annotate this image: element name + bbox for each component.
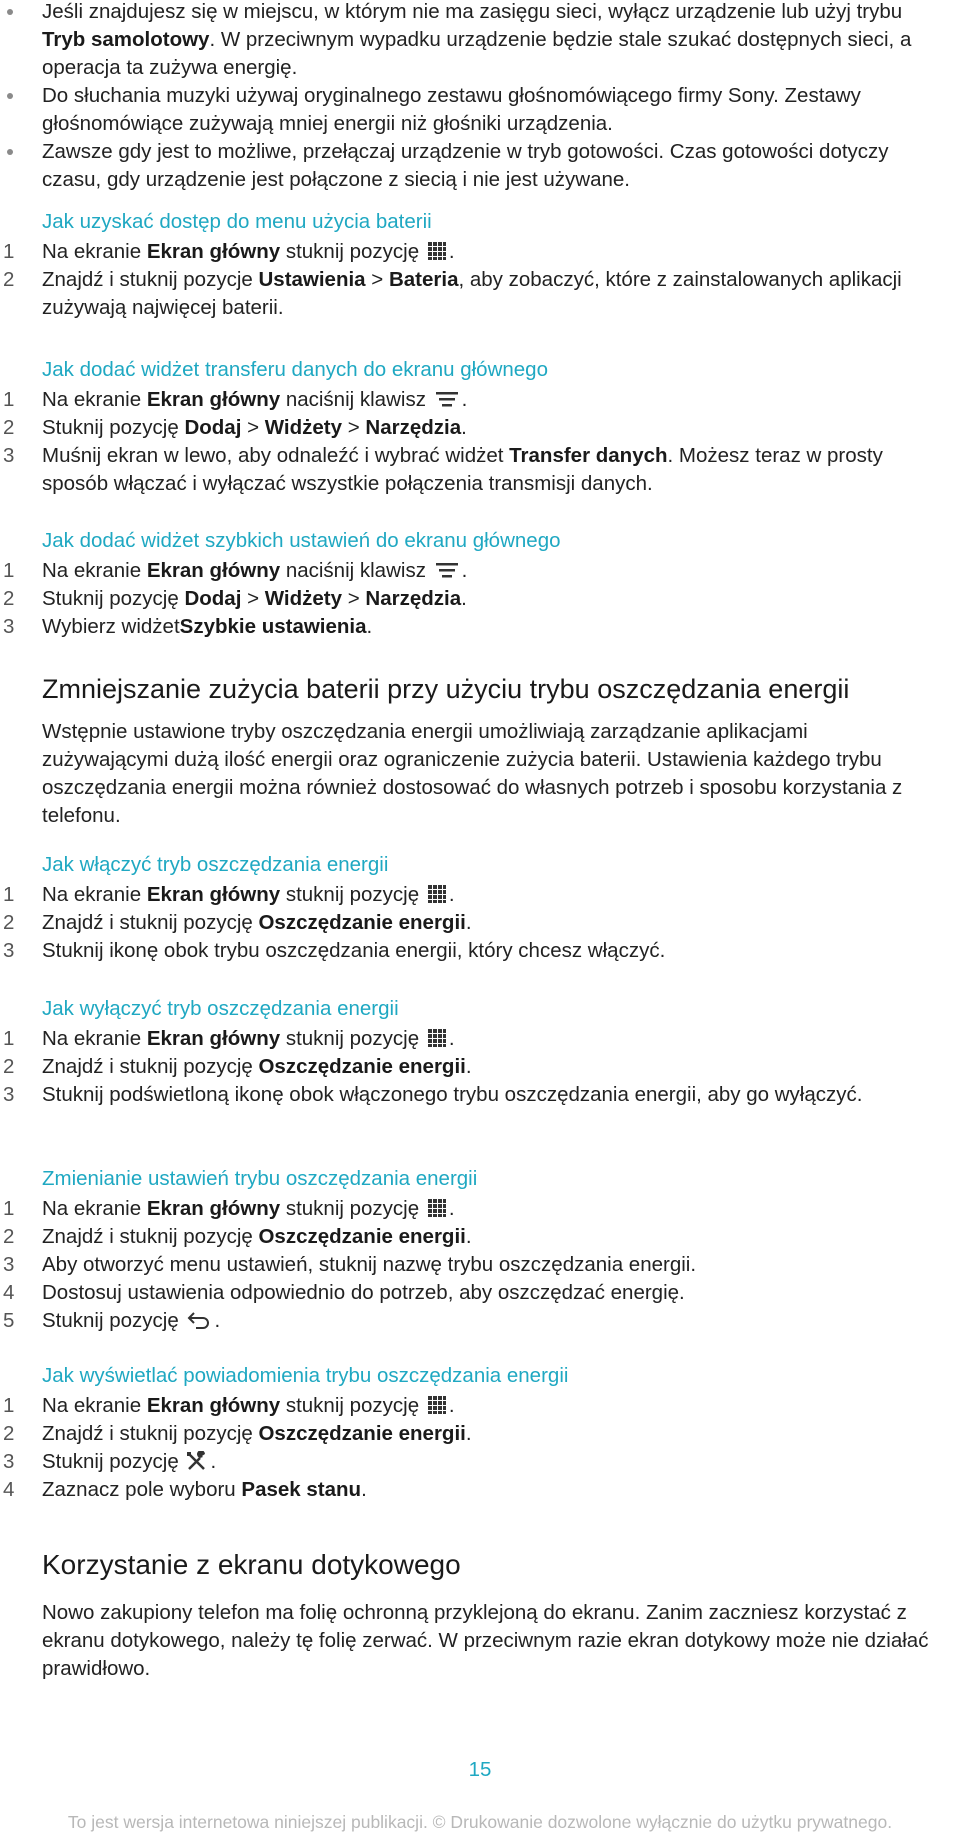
step-text: Wybierz widżet [42, 615, 180, 638]
step-item [0, 1307, 940, 1335]
subheading: Jak dodać widżet transferu danych do ekranu głównego [42, 358, 548, 381]
step-bold: Oszczędzanie energii [258, 911, 466, 934]
step-number: 2 [3, 1225, 15, 1248]
step-text: Stuknij pozycję [42, 416, 185, 439]
step-bold: Narzędzia [365, 416, 462, 439]
apps-grid-icon [427, 1028, 447, 1048]
subheading: Jak wyłączyć tryb oszczędzania energii [42, 997, 399, 1020]
back-icon [186, 1310, 212, 1330]
step-text: > [241, 587, 265, 610]
step-text: Stuknij pozycję [42, 1450, 185, 1473]
step-bold: Narzędzia [365, 587, 462, 610]
step-number: 3 [3, 444, 15, 467]
apps-grid-icon [427, 1395, 447, 1415]
step-item [0, 442, 940, 498]
step-text: . [465, 911, 472, 934]
step-bold: Dodaj [184, 416, 242, 439]
step-bold: Widżety [264, 416, 343, 439]
step-number: 2 [3, 911, 15, 934]
step-text: . [461, 388, 468, 411]
subheading: Jak włączyć tryb oszczędzania energii [42, 853, 389, 876]
step-text: Na ekranie [42, 1197, 147, 1220]
bullet-text: Zawsze gdy jest to możliwe, przełączaj urządzenie w tryb gotowości. Czas gotowości dotyczy czasu, gdy urządzenie jest połączone z siecią i nie jest używane. [42, 140, 889, 191]
step-bold: Pasek stanu [241, 1478, 362, 1501]
step-text: . [461, 559, 468, 582]
power-saving-paragraph: Wstępnie ustawione tryby oszczędzania energii umożliwiają zarządzanie aplikacjami zużywającymi dużą ilość energii oraz ograniczenie zużycia baterii. Ustawienia każdego trybu oszczędzania energii można również dostosować do własnych potrzeb i sposobu korzystania z telefonu. [42, 720, 903, 827]
step-text: Znajdź i stuknij pozycje [42, 268, 259, 291]
step-text: . [465, 1422, 472, 1445]
step-number: 3 [3, 615, 15, 638]
bullet-text: . W przeciwnym wypadku urządzenie będzie stale szukać dostępnych sieci, a operacja ta zużywa energię. [42, 28, 912, 79]
step-text: Na ekranie [42, 559, 147, 582]
step-text: Muśnij ekran w lewo, aby odnaleźć i wybrać widżet [42, 444, 510, 467]
step-text: Na ekranie [42, 1394, 147, 1417]
menu-icon [434, 389, 460, 409]
step-bold: Oszczędzanie energii [258, 1225, 466, 1248]
step-bold: Transfer danych [509, 444, 668, 467]
step-bold: Szybkie ustawienia [179, 615, 367, 638]
step-text: . [361, 1478, 367, 1501]
step-number: 1 [3, 883, 15, 906]
step-item [0, 1392, 940, 1420]
step-text: stuknij pozycję [280, 240, 425, 263]
tips-bullet-list [0, 0, 940, 194]
step-number: 1 [3, 559, 15, 582]
step-item [0, 1251, 940, 1279]
step-item [0, 1223, 940, 1251]
step-text: . [465, 1055, 472, 1078]
subheading: Jak dodać widżet szybkich ustawień do ekranu głównego [42, 529, 561, 552]
step-item [0, 1081, 940, 1109]
step-bold: Oszczędzanie energii [258, 1055, 466, 1078]
step-text: , aby zobaczyć, które z zainstalowanych aplikacji zużywają najwięcej baterii. [42, 268, 902, 319]
step-number: 2 [3, 587, 15, 610]
step-item [0, 1195, 940, 1223]
step-item [0, 414, 940, 442]
step-text: . [448, 1027, 455, 1050]
section-heading-touchscreen: Korzystanie z ekranu dotykowego [42, 1549, 461, 1580]
step-text: . [461, 416, 467, 439]
step-text: Aby otworzyć menu ustawień, stuknij nazwę trybu oszczędzania energii. [42, 1253, 697, 1276]
apps-grid-icon [427, 1198, 447, 1218]
step-text: Dostosuj ustawienia odpowiednio do potrzeb, aby oszczędzać energię. [42, 1281, 685, 1304]
step-text: . Możesz teraz w prosty sposób włączać i wyłączać wszystkie połączenia transmisji danych. [42, 444, 883, 495]
step-number: 4 [3, 1281, 15, 1304]
step-text: > [241, 416, 265, 439]
step-item [0, 266, 940, 322]
bullet-bold: Tryb samolotowy [42, 28, 210, 51]
step-text: Na ekranie [42, 388, 147, 411]
bullet-text: Jeśli znajdujesz się w miejscu, w którym nie ma zasięgu sieci, wyłącz urządzenie lub użyj trybu [42, 0, 903, 23]
step-bold: Bateria [388, 268, 459, 291]
step-text: stuknij pozycję [280, 1197, 425, 1220]
section-enable-mode [0, 851, 940, 965]
step-item [0, 881, 940, 909]
apps-grid-icon [427, 884, 447, 904]
step-number: 1 [3, 1394, 15, 1417]
step-text: naciśnij klawisz [280, 559, 432, 582]
step-bold: Oszczędzanie energii [258, 1422, 466, 1445]
step-text: Zaznacz pole wyboru [42, 1478, 242, 1501]
subheading: Zmienianie ustawień trybu oszczędzania energii [42, 1167, 478, 1190]
step-number: 3 [3, 1253, 15, 1276]
step-item [0, 1448, 940, 1476]
step-number: 1 [3, 388, 15, 411]
step-number: 1 [3, 1197, 15, 1220]
step-item [0, 557, 940, 585]
step-item [0, 613, 940, 641]
tools-icon [186, 1451, 208, 1471]
touchscreen-paragraph: Nowo zakupiony telefon ma folię ochronną przyklejoną do ekranu. Zanim zaczniesz korzystać z ekranu dotykowego, należy tę folię zerwać. W przeciwnym razie ekran dotykowy może nie działać prawidłowo. [42, 1601, 929, 1680]
step-number: 3 [3, 939, 15, 962]
step-item [0, 238, 940, 266]
step-text: Stuknij pozycję [42, 1309, 185, 1332]
step-number: 1 [3, 240, 15, 263]
step-text: > [365, 268, 389, 291]
step-item [0, 1053, 940, 1081]
bullet-airplane-mode [0, 0, 940, 82]
step-item [0, 386, 940, 414]
step-number: 5 [3, 1309, 15, 1332]
step-bold: Ekran główny [146, 388, 281, 411]
step-text: Znajdź i stuknij pozycję [42, 1225, 259, 1248]
step-text: . [448, 1197, 455, 1220]
step-number: 1 [3, 1027, 15, 1050]
step-text: . [448, 883, 455, 906]
step-item [0, 937, 940, 965]
step-item [0, 1476, 940, 1504]
step-bold: Widżety [264, 587, 343, 610]
section-change-settings [0, 1165, 940, 1335]
step-text: Znajdź i stuknij pozycję [42, 1422, 259, 1445]
step-text: . [448, 1394, 455, 1417]
step-text: . [210, 1450, 217, 1473]
step-text: > [342, 416, 366, 439]
page-number: 15 [468, 1758, 492, 1781]
step-number: 2 [3, 268, 15, 291]
section-battery-menu [0, 208, 940, 322]
bullet-headset [0, 82, 940, 138]
bullet-dot [7, 93, 13, 99]
step-bold: Ekran główny [146, 1394, 281, 1417]
section-heading-power-saving: Zmniejszanie zużycia baterii przy użyciu trybu oszczędzania energii [42, 674, 850, 704]
step-text: > [342, 587, 366, 610]
step-number: 3 [3, 1083, 15, 1106]
step-text: Znajdź i stuknij pozycję [42, 1055, 259, 1078]
step-item [0, 1420, 940, 1448]
step-bold: Ekran główny [146, 240, 281, 263]
step-bold: Ekran główny [146, 559, 281, 582]
bullet-standby [0, 138, 940, 194]
section-disable-mode [0, 995, 940, 1109]
bullet-text: Do słuchania muzyki używaj oryginalnego zestawu głośnomówiącego firmy Sony. Zestawy głośnomówiące zużywają mniej energii niż głośniki urządzenia. [42, 84, 861, 135]
step-number: 2 [3, 1422, 15, 1445]
menu-icon [434, 560, 460, 580]
section-quick-widget [0, 527, 940, 641]
step-item [0, 909, 940, 937]
step-number: 2 [3, 416, 15, 439]
step-number: 4 [3, 1478, 15, 1501]
section-notifications [0, 1362, 940, 1504]
step-text: Na ekranie [42, 883, 147, 906]
subheading: Jak wyświetlać powiadomienia trybu oszczędzania energii [42, 1364, 569, 1387]
step-text: naciśnij klawisz [280, 388, 432, 411]
apps-grid-icon [427, 241, 447, 261]
step-number: 3 [3, 1450, 15, 1473]
step-text: . [465, 1225, 472, 1248]
bullet-dot [7, 9, 13, 15]
step-item [0, 1025, 940, 1053]
footer-notice: To jest wersja internetowa niniejszej publikacji. © Drukowanie dozwolone wyłącznie do użytku prywatnego. [67, 1812, 893, 1832]
step-text: Na ekranie [42, 1027, 147, 1050]
step-text: Na ekranie [42, 240, 147, 263]
subheading: Jak uzyskać dostęp do menu użycia baterii [42, 210, 432, 233]
step-text: . [448, 240, 455, 263]
step-text: . [461, 587, 467, 610]
section-data-widget [0, 356, 940, 498]
step-number: 2 [3, 1055, 15, 1078]
step-text: Stuknij podświetloną ikonę obok włączonego trybu oszczędzania energii, aby go wyłączyć. [42, 1083, 863, 1106]
step-text: . [366, 615, 373, 638]
step-bold: Dodaj [184, 587, 242, 610]
step-bold: Ekran główny [146, 1197, 281, 1220]
step-text: Znajdź i stuknij pozycję [42, 911, 259, 934]
step-text: stuknij pozycję [280, 1027, 425, 1050]
step-text: stuknij pozycję [280, 1394, 425, 1417]
step-item [0, 585, 940, 613]
step-text: . [214, 1309, 221, 1332]
step-bold: Ustawienia [258, 268, 366, 291]
bullet-dot [7, 149, 13, 155]
step-text: Stuknij pozycję [42, 587, 185, 610]
step-text: stuknij pozycję [280, 883, 425, 906]
step-item [0, 1279, 940, 1307]
step-bold: Ekran główny [146, 883, 281, 906]
step-text: Stuknij ikonę obok trybu oszczędzania energii, który chcesz włączyć. [42, 939, 666, 962]
step-bold: Ekran główny [146, 1027, 281, 1050]
